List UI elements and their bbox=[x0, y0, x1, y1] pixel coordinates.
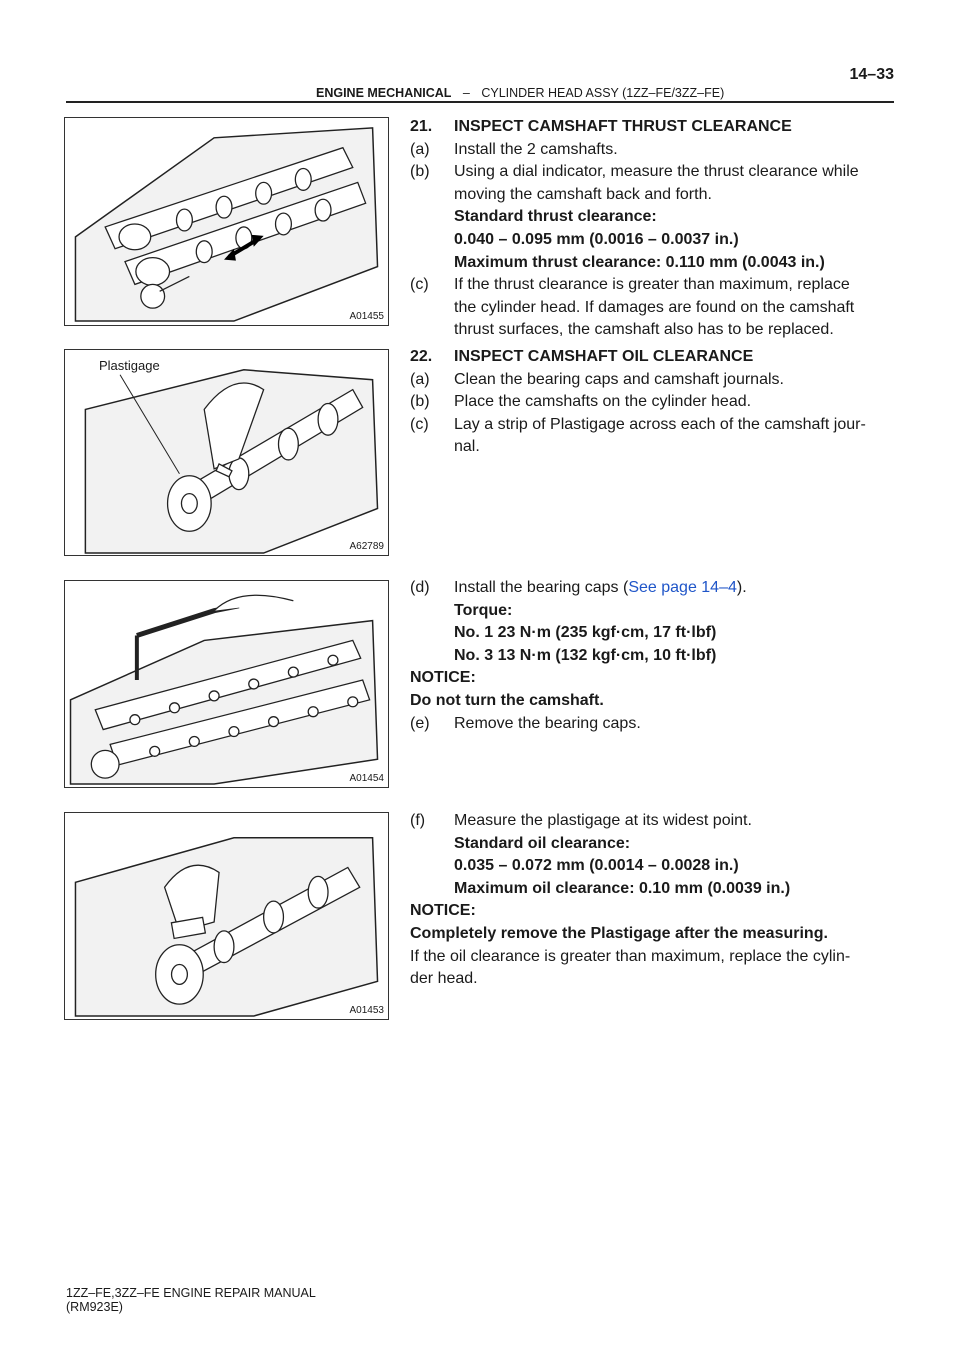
notice-label: NOTICE: bbox=[410, 902, 476, 920]
thrust-spec-label: Standard thrust clearance: bbox=[454, 208, 657, 226]
section-title: ENGINE MECHANICAL bbox=[316, 86, 452, 100]
step-21b: (b) Using a dial indicator, measure the thrust clearance while moving the camshaft back and forth. bbox=[410, 163, 859, 203]
page-header bbox=[66, 66, 894, 102]
step-21c: (c) If the thrust clearance is greater than maximum, replace the cylinder head. If damages are found on the camshaft thrust surfaces, the camshaft also has to be replaced. bbox=[410, 276, 855, 339]
step-22-block bbox=[410, 346, 870, 459]
step-21-block bbox=[410, 116, 870, 342]
step-22f: (f) Measure the plastigage at its widest point. bbox=[410, 812, 752, 829]
final-instruction-cont: der head. bbox=[410, 970, 478, 988]
manual-title: 1ZZ–FE,3ZZ–FE ENGINE REPAIR MANUAL bbox=[66, 1286, 316, 1300]
header-title bbox=[316, 86, 724, 100]
step-22a: (a) Clean the bearing caps and camshaft journals. bbox=[410, 370, 784, 388]
step-22c: (c) Lay a strip of Plastigage across each of the camshaft jour- nal. bbox=[410, 415, 866, 456]
figure-code: A01455 bbox=[349, 311, 384, 322]
step-22d-block bbox=[410, 577, 870, 735]
manual-code: (RM923E) bbox=[66, 1300, 123, 1314]
figure-thrust-clearance bbox=[64, 117, 389, 326]
thrust-spec-value: 0.040 – 0.095 mm (0.0016 – 0.0037 in.) bbox=[454, 230, 739, 248]
figure-plastigage-placement bbox=[64, 349, 389, 556]
figure-bearing-cap-torque bbox=[64, 580, 389, 788]
notice-text: Completely remove the Plastigage after the measuring. bbox=[410, 924, 828, 942]
page-footer bbox=[66, 1286, 316, 1314]
oil-spec-label: Standard oil clearance: bbox=[454, 834, 631, 852]
torque-no1: No. 1 23 N·m (235 kgf·cm, 17 ft·lbf) bbox=[454, 624, 717, 642]
step-22f-block bbox=[410, 810, 870, 991]
step-21-heading: 21. INSPECT CAMSHAFT THRUST CLEARANCE bbox=[410, 118, 792, 135]
step-22d: (d) Install the bearing caps (See page 14–4). bbox=[410, 579, 747, 596]
engine-illustration bbox=[65, 118, 388, 325]
figure-code: A01453 bbox=[349, 1005, 384, 1016]
page-number: 14–33 bbox=[849, 66, 894, 83]
oil-max-spec: Maximum oil clearance: 0.10 mm (0.0039 in.) bbox=[454, 879, 791, 897]
torque-label: Torque: bbox=[454, 601, 513, 619]
step-21a: (a) Install the 2 camshafts. bbox=[410, 140, 618, 158]
thrust-max-spec: Maximum thrust clearance: 0.110 mm (0.0043 in.) bbox=[454, 253, 825, 271]
engine-illustration bbox=[65, 813, 388, 1019]
header-rule bbox=[66, 101, 894, 103]
page-reference-link[interactable]: See page 14–4 bbox=[628, 579, 737, 596]
oil-spec-value: 0.035 – 0.072 mm (0.0014 – 0.0028 in.) bbox=[454, 857, 739, 875]
engine-illustration bbox=[65, 581, 388, 787]
step-22-heading: 22. INSPECT CAMSHAFT OIL CLEARANCE bbox=[410, 348, 754, 365]
step-22e: (e) Remove the bearing caps. bbox=[410, 714, 641, 732]
engine-illustration bbox=[65, 350, 388, 555]
figure-code: A01454 bbox=[349, 773, 384, 784]
notice-label: NOTICE: bbox=[410, 669, 476, 687]
subsection-title: CYLINDER HEAD ASSY (1ZZ–FE/3ZZ–FE) bbox=[481, 86, 725, 100]
torque-no3: No. 3 13 N·m (132 kgf·cm, 10 ft·lbf) bbox=[454, 646, 717, 664]
figure-code: A62789 bbox=[349, 541, 384, 552]
final-instruction: If the oil clearance is greater than maximum, replace the cylin- bbox=[410, 947, 851, 965]
notice-text: Do not turn the camshaft. bbox=[410, 691, 604, 709]
plastigage-callout: Plastigage bbox=[99, 358, 160, 373]
step-22b: (b) Place the camshafts on the cylinder head. bbox=[410, 393, 752, 411]
figure-plastigage-measure bbox=[64, 812, 389, 1020]
header-separator: – bbox=[462, 86, 470, 100]
